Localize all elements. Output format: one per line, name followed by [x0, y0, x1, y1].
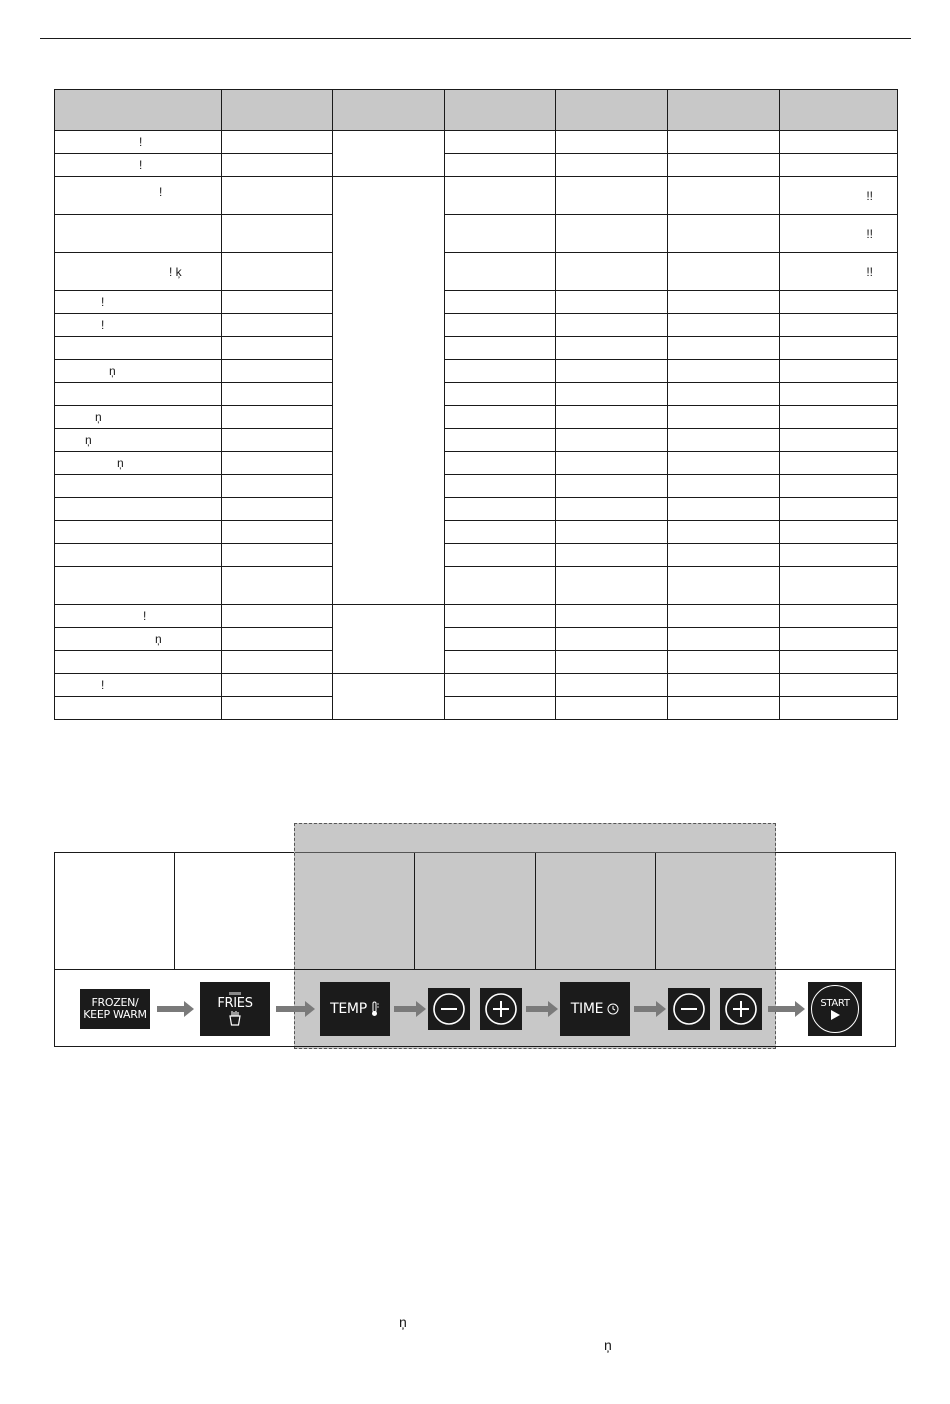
start-ring: [811, 985, 859, 1033]
note-cell: [780, 544, 898, 567]
food-cell: ǃ: [55, 291, 222, 314]
note-cell: [780, 314, 898, 337]
play-icon: [829, 1009, 841, 1021]
time-label: TIME: [570, 1001, 604, 1017]
food-cell: [55, 383, 222, 406]
start-label: START: [820, 997, 850, 1009]
temp-button[interactable]: [320, 982, 390, 1036]
food-cell: [55, 521, 222, 544]
note-cell: [780, 131, 898, 154]
arrow-icon: [526, 1006, 549, 1012]
food-cell: ǃ: [55, 314, 222, 337]
thermometer-icon: [370, 1001, 380, 1017]
table-row: [55, 651, 898, 674]
time-minus-button[interactable]: [668, 988, 710, 1030]
arrow-icon: [768, 1006, 796, 1012]
fries-icon: [227, 1010, 243, 1026]
note-cell: [780, 498, 898, 521]
header-cell: [55, 90, 222, 131]
table-row: [55, 429, 898, 452]
frame-line: [655, 852, 656, 969]
minus-icon: [432, 992, 466, 1026]
table-row: [55, 154, 898, 177]
food-cell: [55, 544, 222, 567]
frozen-keep-warm-button[interactable]: [80, 989, 150, 1029]
food-cell: ǃ: [55, 154, 222, 177]
start-button[interactable]: [808, 982, 862, 1036]
table-row: [55, 475, 898, 498]
table-row: [55, 452, 898, 475]
food-cell: [55, 498, 222, 521]
food-cell: [55, 567, 222, 605]
note-cell: [780, 605, 898, 628]
header-cell: [445, 90, 556, 131]
arrow-icon: [634, 1006, 657, 1012]
arrow-icon: [157, 1006, 185, 1012]
note-cell: ǃǃ: [780, 253, 898, 291]
note-cell: [780, 337, 898, 360]
frame-line: [54, 852, 55, 1047]
fries-button[interactable]: [200, 982, 270, 1036]
temp-label: TEMP: [330, 1001, 367, 1017]
note-cell: [780, 429, 898, 452]
note-cell: [780, 360, 898, 383]
header-cell: [780, 90, 898, 131]
food-cell: ǃ: [55, 177, 222, 215]
note-cell: [780, 697, 898, 720]
food-cell: ņ: [55, 360, 222, 383]
note-cell: [780, 383, 898, 406]
minus-icon: [672, 992, 706, 1026]
note-cell: [780, 406, 898, 429]
time-button[interactable]: [560, 982, 630, 1036]
plus-icon: [484, 992, 518, 1026]
mode-cell: [333, 131, 445, 177]
fries-label: FRIES: [217, 996, 253, 1011]
table-row: [55, 177, 898, 215]
plus-icon: [724, 992, 758, 1026]
table-row: [55, 628, 898, 651]
clock-icon: [607, 1003, 619, 1015]
note-cell: ǃǃ: [780, 177, 898, 215]
time-plus-button[interactable]: [720, 988, 762, 1030]
food-cell: [55, 215, 222, 253]
food-cell: [55, 337, 222, 360]
frame-line: [54, 969, 896, 970]
table-row: [55, 406, 898, 429]
table-row: [55, 567, 898, 605]
indicator-light: [229, 992, 241, 995]
cooking-table: [54, 89, 898, 720]
frame-line: [535, 852, 536, 969]
frame-line: [295, 852, 775, 853]
note-cell: [780, 291, 898, 314]
note-cell: [780, 452, 898, 475]
food-cell: ǃ ķ: [55, 253, 222, 291]
table-row: [55, 697, 898, 720]
arrow-icon: [394, 1006, 417, 1012]
table-row: [55, 498, 898, 521]
food-cell: ǃ: [55, 605, 222, 628]
frame-line: [54, 1046, 896, 1047]
note-cell: [780, 521, 898, 544]
note-cell: ǃǃ: [780, 215, 898, 253]
footnote-mark: ņ: [399, 1314, 407, 1330]
table-row: [55, 521, 898, 544]
food-cell: ņ: [55, 628, 222, 651]
food-cell: ņ: [55, 452, 222, 475]
table-row: [55, 544, 898, 567]
arrow-icon: [276, 1006, 306, 1012]
frame-line: [895, 852, 896, 1047]
food-cell: ņ: [55, 406, 222, 429]
food-cell: [55, 697, 222, 720]
table-row: [55, 360, 898, 383]
table-header-row: [55, 90, 898, 131]
mode-cell: [333, 177, 445, 605]
food-cell: ǃ: [55, 131, 222, 154]
footnote-mark: ņ: [604, 1337, 612, 1353]
table-row: [55, 674, 898, 697]
table-row: [55, 291, 898, 314]
header-cell: [556, 90, 668, 131]
food-cell: [55, 475, 222, 498]
header-cell: [333, 90, 445, 131]
note-cell: [780, 651, 898, 674]
food-cell: ǃ: [55, 674, 222, 697]
note-cell: [780, 674, 898, 697]
header-rule: [40, 38, 911, 39]
food-cell: [55, 651, 222, 674]
temp-plus-button[interactable]: [480, 988, 522, 1030]
table-row: [55, 314, 898, 337]
frame-line: [414, 852, 415, 969]
table-row: [55, 383, 898, 406]
table-row: [55, 253, 898, 291]
frozen-keep-warm-label: FROZEN/ KEEP WARM: [83, 996, 147, 1021]
table-row: [55, 605, 898, 628]
table-row: [55, 131, 898, 154]
header-cell: [222, 90, 333, 131]
note-cell: [780, 628, 898, 651]
mode-cell: [333, 605, 445, 674]
frame-line: [174, 852, 175, 969]
note-cell: [780, 567, 898, 605]
mode-cell: [333, 674, 445, 720]
table-row: [55, 215, 898, 253]
food-cell: ņ: [55, 429, 222, 452]
temp-minus-button[interactable]: [428, 988, 470, 1030]
frame-line: [775, 852, 896, 853]
table-row: [55, 337, 898, 360]
note-cell: [780, 475, 898, 498]
header-cell: [668, 90, 780, 131]
note-cell: [780, 154, 898, 177]
